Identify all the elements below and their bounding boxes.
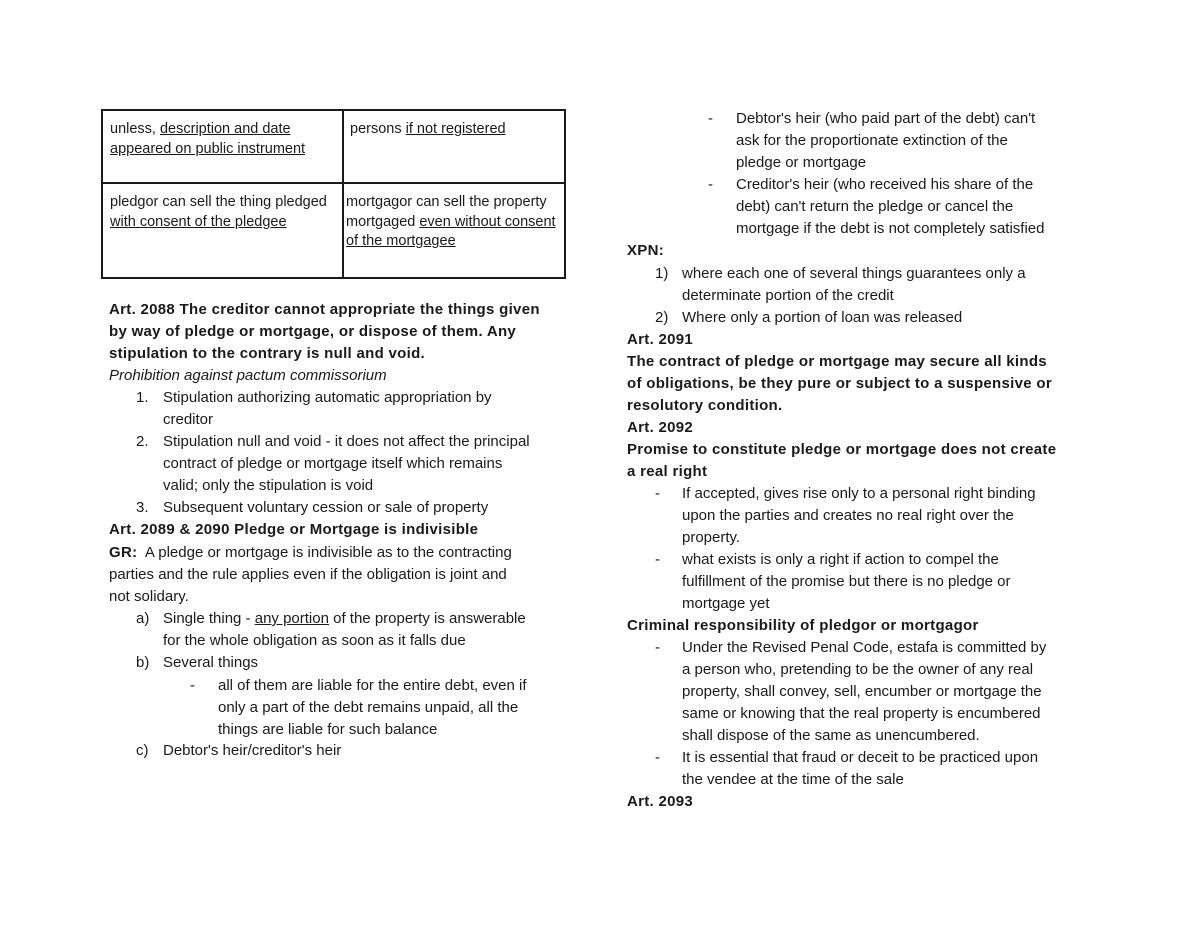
- art-2091-text: resolutory condition.: [627, 397, 783, 414]
- general-rule: not solidary.: [109, 588, 189, 605]
- list-item: debt) can't return the pledge or cancel the: [736, 198, 1014, 215]
- art-2091-text: of obligations, be they pure or subject to a suspensive or: [627, 375, 1052, 392]
- table-cell: [102, 183, 343, 278]
- list-number: 1.: [136, 389, 149, 406]
- dash-bullet: -: [190, 677, 195, 694]
- list-item: It is essential that fraud or deceit to be practiced upon: [682, 749, 1039, 766]
- list-item: for the whole obligation as soon as it falls due: [163, 632, 466, 649]
- cell-underlined-text: with consent of the pledgee: [110, 213, 287, 230]
- list-item: pledge or mortgage: [736, 154, 867, 171]
- cell-underlined-text: even without consent of the mortgagee: [346, 213, 556, 249]
- list-item: the vendee at the time of the sale: [682, 771, 904, 788]
- general-rule: [109, 542, 512, 564]
- cell-underlined-text: description and date appeared on public instrument: [110, 121, 306, 157]
- criminal-heading: Criminal responsibility of pledgor or mortgagor: [627, 617, 979, 634]
- xpn-heading: XPN:: [627, 242, 665, 259]
- dash-bullet: -: [655, 485, 660, 502]
- list-marker: a): [136, 610, 150, 627]
- list-item: determinate portion of the credit: [682, 287, 894, 304]
- list-item: Debtor's heir/creditor's heir: [163, 742, 342, 759]
- art-2093-heading: Art. 2093: [627, 793, 694, 810]
- list-marker: 1): [655, 265, 669, 282]
- list-item: mortgage yet: [682, 595, 770, 612]
- table-cell: [102, 110, 343, 183]
- art-2092-heading: Art. 2092: [627, 419, 694, 436]
- list-item: upon the parties and creates no real right over the: [682, 507, 1014, 524]
- list-item: Subsequent voluntary cession or sale of property: [163, 499, 489, 516]
- list-marker: 2): [655, 309, 669, 326]
- table-cell: [343, 183, 565, 278]
- list-item: fulfillment of the promise but there is no pledge or: [682, 573, 1011, 590]
- art-2091-heading: Art. 2091: [627, 331, 694, 348]
- list-number: 2.: [136, 433, 149, 450]
- item-text: of the property is answerable: [328, 610, 526, 627]
- art-2092-text: a real right: [627, 463, 708, 480]
- art-2092-text: Promise to constitute pledge or mortgage does not create: [627, 441, 1057, 458]
- list-item: Debtor's heir (who paid part of the debt) can't: [736, 110, 1036, 127]
- list-item: a person who, pretending to be the owner of any real: [682, 661, 1034, 678]
- general-rule: parties and the rule applies even if the obligation is joint and: [109, 566, 507, 583]
- cell-text: pledgor can sell the thing pledged: [110, 194, 327, 210]
- list-item: Creditor's heir (who received his share of the: [736, 176, 1034, 193]
- item-text: Single thing -: [163, 610, 255, 627]
- prohibition-subtitle: Prohibition against pactum commissorium: [109, 367, 387, 384]
- list-number: 3.: [136, 499, 149, 516]
- list-item: what exists is only a right if action to compel the: [682, 551, 999, 568]
- dash-bullet: -: [708, 176, 713, 193]
- cell-text: mortgagor can sell the property mortgaged: [346, 194, 547, 230]
- table-row: [102, 110, 565, 183]
- list-item: property.: [682, 529, 741, 546]
- art-2091-text: The contract of pledge or mortgage may secure all kinds: [627, 353, 1047, 370]
- art-2088-heading: by way of pledge or mortgage, or dispose of them. Any: [109, 323, 517, 340]
- list-item: ask for the proportionate extinction of the: [736, 132, 1008, 149]
- list-item: valid; only the stipulation is void: [163, 477, 374, 494]
- dash-bullet: -: [655, 749, 660, 766]
- list-item: things are liable for such balance: [218, 721, 438, 738]
- list-item: [163, 608, 526, 630]
- list-item: If accepted, gives rise only to a personal right binding: [682, 485, 1036, 502]
- table-row: [102, 183, 565, 278]
- list-item: creditor: [163, 411, 214, 428]
- list-item: Under the Revised Penal Code, estafa is committed by: [682, 639, 1047, 656]
- list-item: Several things: [163, 654, 259, 671]
- cell-text: persons: [350, 121, 406, 137]
- dash-bullet: -: [655, 639, 660, 656]
- gr-label: GR:: [109, 544, 138, 561]
- table-cell: [343, 110, 565, 183]
- list-item: contract of pledge or mortgage itself which remains: [163, 455, 503, 472]
- gr-text: A pledge or mortgage is indivisible as to the contracting: [137, 544, 512, 561]
- comparison-table: [101, 109, 566, 279]
- list-marker: b): [136, 654, 150, 671]
- dash-bullet: -: [708, 110, 713, 127]
- list-item: Stipulation null and void - it does not affect the principal: [163, 433, 530, 450]
- list-marker: c): [136, 742, 149, 759]
- cell-text: unless,: [110, 121, 160, 137]
- list-item: same or knowing that the real property is encumbered: [682, 705, 1041, 722]
- cell-underlined-text: if not registered: [405, 121, 506, 137]
- dash-bullet: -: [655, 551, 660, 568]
- list-item: where each one of several things guarantees only a: [682, 265, 1026, 282]
- list-item: Where only a portion of loan was released: [682, 309, 963, 326]
- item-underlined-text: any portion: [254, 610, 329, 627]
- list-item: only a part of the debt remains unpaid, all the: [218, 699, 519, 716]
- list-item: Stipulation authorizing automatic appropriation by: [163, 389, 492, 406]
- list-item: property, shall convey, sell, encumber or mortgage the: [682, 683, 1042, 700]
- list-item: all of them are liable for the entire debt, even if: [218, 677, 527, 694]
- art-2088-heading: Art. 2088 The creditor cannot appropriate the things given: [109, 301, 540, 318]
- list-item: shall dispose of the same as unencumbered.: [682, 727, 980, 744]
- art-2088-heading: stipulation to the contrary is null and void.: [109, 345, 426, 362]
- list-item: mortgage if the debt is not completely satisfied: [736, 220, 1045, 237]
- art-2089-heading: Art. 2089 & 2090 Pledge or Mortgage is indivisible: [109, 521, 479, 538]
